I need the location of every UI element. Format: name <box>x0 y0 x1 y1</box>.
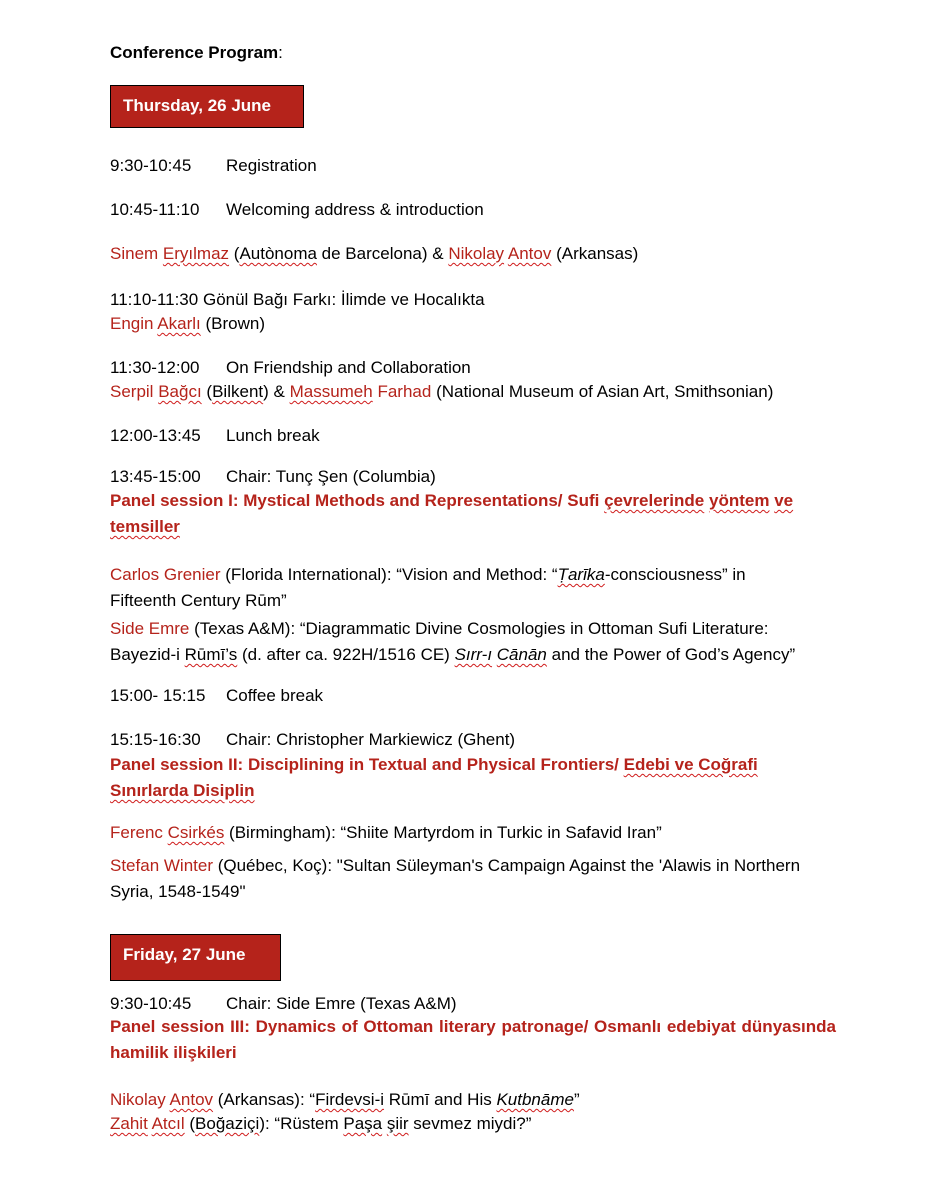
day-header-thursday: Thursday, 26 June <box>110 85 304 128</box>
schedule-row-registration: 9:30-10:45 Registration <box>110 156 317 175</box>
talk-csirkes: Ferenc Csirkés (Birmingham): “Shiite Martyrdom in Turkic in Safavid Iran” <box>110 823 662 842</box>
schedule-row-session2-chair: 15:15-16:30 Chair: Christopher Markiewicz (Ghent) <box>110 730 516 749</box>
schedule-row-lunch: 12:00-13:45 Lunch break <box>110 426 320 445</box>
talk-grenier: Carlos Grenier (Florida International): “Vision and Method: “Ṭarīka-consciousness” in Fifteenth Century Rūm” <box>110 565 746 610</box>
talk-antov: Nikolay Antov (Arkansas): “Firdevsi-i Rūmī and His Kutbnāme” <box>110 1090 580 1109</box>
talk-emre: Side Emre (Texas A&M): “Diagrammatic Divine Cosmologies in Ottoman Sufi Literature: Bayezid-i Rūmī’s (d. after ca. 922H/1516 CE) Sırr-ı Cānān and the Power of God’s Agency” <box>110 619 796 664</box>
speakers-welcome: Sinem Eryılmaz (Autònoma de Barcelona) & Nikolay Antov (Arkansas) <box>110 244 639 263</box>
schedule-row-session1-chair: 13:45-15:00 Chair: Tunç Şen (Columbia) <box>110 467 436 486</box>
talk-winter: Stefan Winter (Québec, Koç): "Sultan Süleyman's Campaign Against the 'Alawis in Northern Syria, 1548-1549" <box>110 856 801 901</box>
schedule-row-session3-chair: 9:30-10:45 Chair: Side Emre (Texas A&M) <box>110 994 457 1013</box>
program-title: Conference Program: <box>110 43 283 62</box>
panel-session-1-title: Panel session I: Mystical Methods and Representations/ Sufi çevrelerinde yöntem ve temsiller <box>110 491 794 536</box>
speakers-friendship: Serpil Bağcı (Bilkent) & Massumeh Farhad (National Museum of Asian Art, Smithsonian) <box>110 382 774 401</box>
schedule-row-gonul: 11:10-11:30 Gönül Bağı Farkı: İlimde ve Hocalıkta <box>110 290 485 309</box>
day-header-friday: Friday, 27 June <box>110 934 281 981</box>
schedule-row-friendship: 11:30-12:00 On Friendship and Collaboration <box>110 358 471 377</box>
panel-session-3-title: Panel session III: Dynamics of Ottoman literary patronage/ Osmanlı edebiyat dünyasında hamilik ilişkileri <box>110 1017 836 1062</box>
schedule-row-coffee: 15:00- 15:15 Coffee break <box>110 686 324 705</box>
panel-session-2-title: Panel session II: Disciplining in Textual and Physical Frontiers/ Edebi ve Coğrafi Sınırlarda Disiplin <box>110 755 758 800</box>
speaker-gonul: Engin Akarlı (Brown) <box>110 314 265 333</box>
schedule-row-welcome: 10:45-11:10 Welcoming address & introduction <box>110 200 484 219</box>
talk-atcil: Zahit Atcıl (Boğaziçi): “Rüstem Paşa şiir sevmez miydi?” <box>110 1114 532 1133</box>
